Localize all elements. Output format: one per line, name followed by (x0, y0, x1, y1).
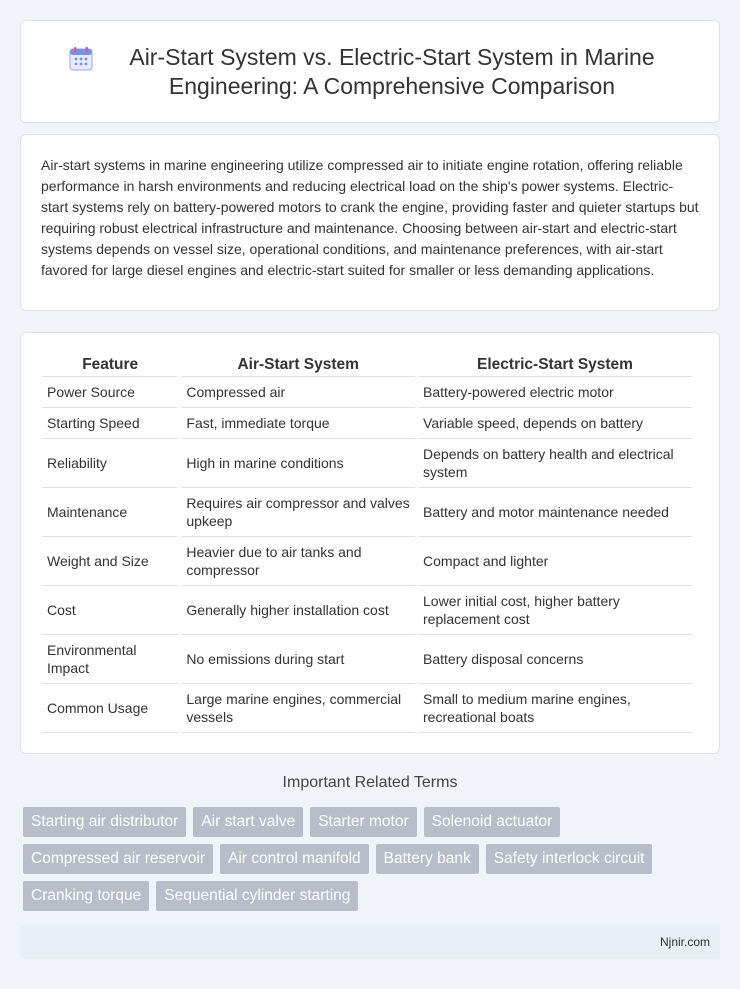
related-terms-title: Important Related Terms (282, 774, 458, 791)
tag-battery-bank[interactable]: Battery bank (376, 844, 479, 874)
table-cell: Starting Speed (42, 408, 178, 439)
tag-compressed-air-reservoir[interactable]: Compressed air reservoir (23, 844, 213, 874)
table-cell: Battery and motor maintenance needed (418, 488, 692, 537)
table-row (42, 408, 692, 439)
table-cell: Battery disposal concerns (418, 635, 692, 684)
table-cell: Fast, immediate torque (181, 408, 415, 439)
table-cell: Lower initial cost, higher battery replacement cost (418, 586, 692, 635)
title-wrap (68, 43, 672, 101)
tag-air-start-valve[interactable]: Air start valve (193, 807, 303, 837)
comparison-table (39, 353, 695, 733)
calendar-icon (68, 46, 94, 72)
table-cell: Environmental Impact (42, 635, 178, 684)
related-terms (23, 807, 723, 918)
page-title: Air-Start System vs. Electric-Start System in Marine Engineering: A Comprehensive Comparison (129, 43, 655, 99)
intro-card (20, 134, 720, 311)
table-row (42, 439, 692, 488)
footer-site-name[interactable]: Njnir.com (659, 935, 710, 949)
tag-solenoid-actuator[interactable]: Solenoid actuator (424, 807, 561, 837)
table-cell: Requires air compressor and valves upkeep (181, 488, 415, 537)
table-cell: No emissions during start (181, 635, 415, 684)
table-cell: Large marine engines, commercial vessels (181, 684, 415, 733)
table-row (42, 377, 692, 408)
header-electric-start: Electric-Start System (418, 353, 692, 377)
table-cell: Reliability (42, 439, 178, 488)
table-row (42, 586, 692, 635)
table-cell: Weight and Size (42, 537, 178, 586)
header-air-start: Air-Start System (181, 353, 415, 377)
table-row (42, 684, 692, 733)
table-cell: Depends on battery health and electrical system (418, 439, 692, 488)
table-cell: Power Source (42, 377, 178, 408)
tag-row (23, 844, 723, 874)
tag-air-control-manifold[interactable]: Air control manifold (220, 844, 369, 874)
table-cell: Maintenance (42, 488, 178, 537)
table-cell: Compact and lighter (418, 537, 692, 586)
table-row (42, 635, 692, 684)
table-cell: High in marine conditions (181, 439, 415, 488)
table-cell: Heavier due to air tanks and compressor (181, 537, 415, 586)
tag-row (23, 881, 723, 911)
comparison-card (20, 332, 720, 754)
intro-paragraph: Air-start systems in marine engineering utilize compressed air to initiate engine rotation, offering reliable performance in harsh environments and reducing electrical load on the ship's power systems. Electric-start systems rely on battery-powered motors to crank the engine, providing faster and quieter startups but requiring robust electrical infrastructure and maintenance. Choosing between air-start and electric-start systems depends on vessel size, operational conditions, and maintenance preferences, with air-start favored for large diesel engines and electric-start suited for smaller or less demanding applications. (41, 157, 699, 278)
tag-cranking-torque[interactable]: Cranking torque (23, 881, 149, 911)
table-cell: Battery-powered electric motor (418, 377, 692, 408)
table-row (42, 537, 692, 586)
table-cell: Small to medium marine engines, recreational boats (418, 684, 692, 733)
table-cell: Generally higher installation cost (181, 586, 415, 635)
tag-safety-interlock-circuit[interactable]: Safety interlock circuit (486, 844, 653, 874)
table-cell: Compressed air (181, 377, 415, 408)
header-feature: Feature (42, 353, 178, 377)
footer (20, 925, 720, 959)
table-header-row (42, 353, 692, 377)
tag-row (23, 807, 723, 837)
table-cell: Cost (42, 586, 178, 635)
table-cell: Common Usage (42, 684, 178, 733)
tag-starter-motor[interactable]: Starter motor (310, 807, 416, 837)
table-row (42, 488, 692, 537)
tag-starting-air-distributor[interactable]: Starting air distributor (23, 807, 186, 837)
tag-sequential-cylinder-starting[interactable]: Sequential cylinder starting (156, 881, 358, 911)
table-cell: Variable speed, depends on battery (418, 408, 692, 439)
title-card (20, 20, 720, 123)
